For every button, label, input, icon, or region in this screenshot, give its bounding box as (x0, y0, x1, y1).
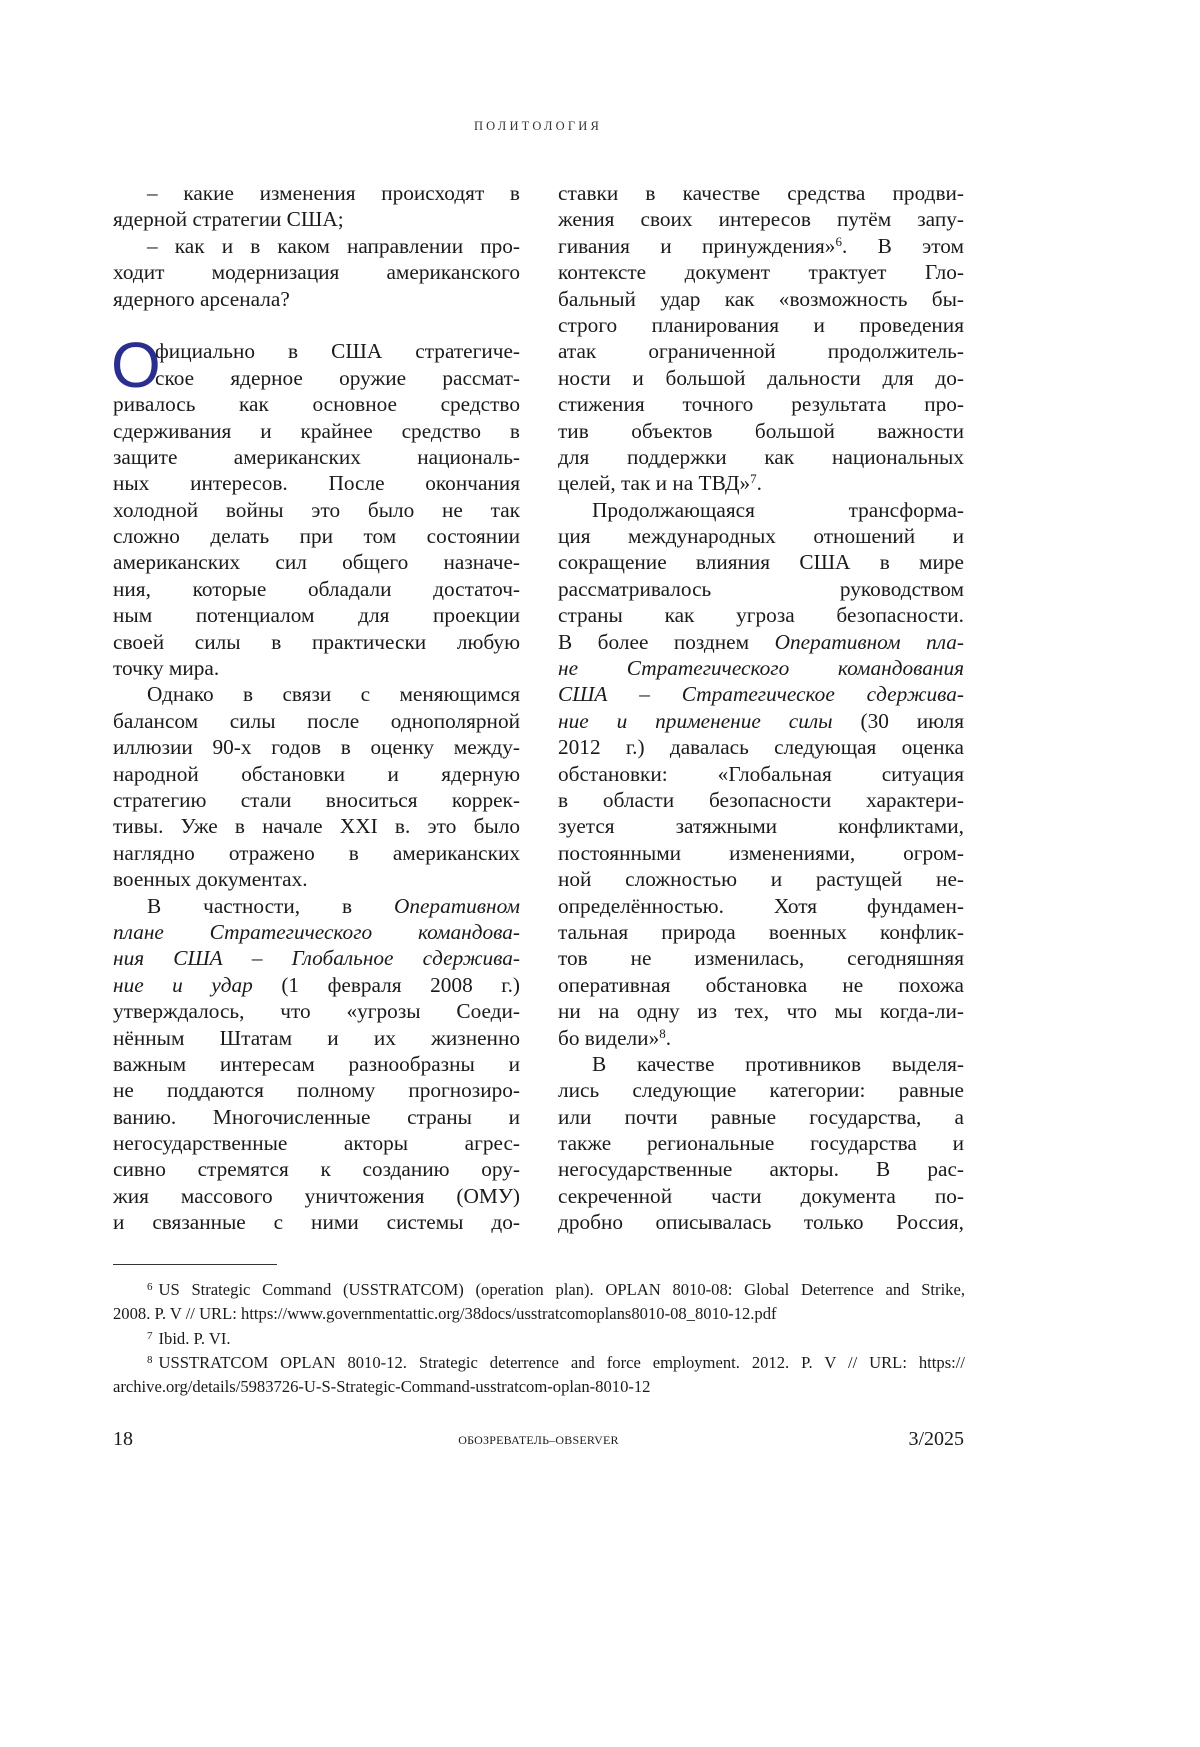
right-column (558, 180, 964, 1236)
text-line (558, 233, 964, 259)
text-segment: ности и большой дальности для до- (558, 366, 964, 390)
text-line (558, 734, 964, 760)
text-segment: и связанные с ними системы до- (113, 1210, 520, 1234)
text-segment: оперативная обстановка не похожа (558, 973, 964, 997)
footnote-text: USSTRATCOM OPLAN 8010-12. Strategic deterrence and force employment. 2012. P. V // URL: https:// (159, 1353, 966, 1372)
left-column (113, 180, 520, 1236)
text-segment: американских сил общего назначе- (113, 550, 520, 574)
footnote-number: 7 (147, 1330, 153, 1342)
text-segment: строго планирования и проведения (558, 313, 964, 337)
footnote-text: archive.org/details/5983726-U-S-Strategic-Command-usstratcom-oplan-8010-12 (113, 1377, 650, 1396)
text-line (113, 233, 520, 259)
text-line (558, 1130, 964, 1156)
text-line (113, 1209, 520, 1235)
text-segment: ной сложностью и растущей не- (558, 867, 964, 891)
text-segment: сдерживания и крайнее средство в (113, 419, 520, 443)
text-segment: ходит модернизация американского (113, 260, 520, 284)
text-line (113, 734, 520, 760)
text-line (558, 312, 964, 338)
text-line (558, 338, 964, 364)
text-line (558, 1156, 964, 1182)
text-line (558, 444, 964, 470)
footnote (113, 1351, 965, 1398)
text-line (558, 1051, 964, 1077)
text-line (113, 919, 520, 945)
text-line (558, 1104, 964, 1130)
text-segment: важным интересам разнообразны и (113, 1052, 520, 1076)
footnote-text: Ibid. P. VI. (159, 1329, 231, 1348)
footnote-reference: 7 (750, 471, 757, 486)
text-segment: также региональные государства и (558, 1131, 964, 1155)
text-segment: ванию. Многочисленные страны и (113, 1105, 520, 1129)
text-segment: В более позднем (558, 630, 775, 654)
text-line (558, 681, 964, 707)
italic-text: Оперативном (394, 894, 520, 918)
text-line (113, 998, 520, 1024)
text-segment: зуется затяжными конфликтами, (558, 814, 964, 838)
footnote-line (113, 1327, 965, 1351)
footnote-number: 8 (147, 1354, 153, 1366)
text-segment: сложно делать при том состоянии (113, 524, 520, 548)
text-segment: военных документах. (113, 867, 308, 891)
text-line (558, 893, 964, 919)
text-segment: ным потенциалом для проекции (113, 603, 520, 627)
text-line (558, 365, 964, 391)
footnote-number: 6 (147, 1281, 153, 1293)
text-line (558, 1209, 964, 1235)
text-segment: Продолжающаяся трансформа- (592, 498, 964, 522)
text-line (113, 286, 520, 312)
text-line (113, 1183, 520, 1209)
text-segment: тив объектов большой важности (558, 419, 964, 443)
text-segment: сивно стремятся к созданию ору- (113, 1157, 520, 1181)
text-segment: тивы. Уже в начале XXI в. это было (113, 814, 520, 838)
text-segment: негосударственные акторы агрес- (113, 1131, 520, 1155)
text-segment: холодной войны это было не так (113, 498, 520, 522)
text-segment: народной обстановки и ядерную (113, 762, 520, 786)
text-line (113, 312, 520, 338)
text-line (113, 497, 520, 523)
text-line (558, 206, 964, 232)
text-segment: (30 июля (833, 709, 964, 733)
text-segment: ядерной стратегии США; (113, 207, 344, 231)
text-line (558, 629, 964, 655)
footnote-line (113, 1302, 965, 1326)
text-line (113, 1025, 520, 1051)
footnote-text: 2008. P. V // URL: https://www.governmentattic.org/38docs/usstratcomoplans8010-08_8010-12.pdf (113, 1304, 777, 1323)
text-segment: ния, которые обладали достаточ- (113, 577, 520, 601)
footnote-divider (113, 1264, 277, 1265)
footnote-text: US Strategic Command (USSTRATCOM) (operation plan). OPLAN 8010-08: Global Deterrence and Strike, (159, 1280, 966, 1299)
italic-text: не Стратегического командования (558, 656, 964, 680)
text-segment: тальная природа военных конфлик- (558, 920, 964, 944)
text-segment: страны как угроза безопасности. (558, 603, 964, 627)
text-segment: ных интересов. После окончания (113, 471, 520, 495)
text-segment: тов не изменилась, сегодняшняя (558, 946, 964, 970)
text-line (113, 444, 520, 470)
text-segment: ядерного арсенала? (113, 287, 290, 311)
text-line (113, 655, 520, 681)
text-line (113, 681, 520, 707)
italic-text: США – Стратегическое сдержива- (558, 682, 964, 706)
page-footer (113, 1428, 964, 1454)
text-segment: ское ядерное оружие рассмат- (155, 366, 520, 390)
text-line (113, 206, 520, 232)
text-segment: Однако в связи с меняющимся (147, 682, 520, 706)
text-segment: иллюзии 90-х годов в оценку между- (113, 735, 520, 759)
text-line (113, 866, 520, 892)
text-segment: . (757, 471, 762, 495)
text-line (558, 945, 964, 971)
text-line (113, 787, 520, 813)
journal-name: ОБОЗРЕВАТЕЛЬ–OBSERVER (113, 1433, 964, 1448)
text-line (558, 602, 964, 628)
text-line (558, 708, 964, 734)
text-line (113, 1051, 520, 1077)
text-segment: ставки в качестве средства продви- (558, 181, 964, 205)
drop-cap: О (111, 336, 161, 394)
text-line (113, 1130, 520, 1156)
text-line (558, 972, 964, 998)
text-line (558, 549, 964, 575)
text-line (113, 549, 520, 575)
text-line (558, 391, 964, 417)
text-segment: стижения точного результата про- (558, 392, 964, 416)
text-line (113, 629, 520, 655)
text-line (558, 761, 964, 787)
text-line (113, 180, 520, 206)
issue-number: 3/2025 (908, 1428, 964, 1451)
text-line (558, 813, 964, 839)
text-segment: . (666, 1026, 671, 1050)
text-segment: В качестве противников выделя- (592, 1052, 964, 1076)
text-line (113, 972, 520, 998)
text-segment: жия массового уничтожения (ОМУ) (113, 1184, 520, 1208)
text-line (113, 418, 520, 444)
text-line (113, 1156, 520, 1182)
text-line (113, 523, 520, 549)
text-segment: лись следующие категории: равные (558, 1078, 964, 1102)
italic-text: ния США – Глобальное сдержива- (113, 946, 520, 970)
text-segment: 2012 г.) давалась следующая оценка (558, 735, 964, 759)
text-segment: бо видели» (558, 1026, 659, 1050)
text-line (558, 523, 964, 549)
text-segment: определённостью. Хотя фундамен- (558, 894, 964, 918)
text-line (113, 1077, 520, 1103)
text-segment: – какие изменения происходят в (147, 181, 520, 205)
running-head-section: ПОЛИТОЛОГИЯ (0, 119, 1076, 134)
page-number: 18 (113, 1428, 133, 1451)
text-line (558, 655, 964, 681)
text-line (558, 286, 964, 312)
text-segment: или почти равные государства, а (558, 1105, 964, 1129)
italic-text: ние и удар (113, 973, 253, 997)
text-segment: стратегию стали вноситься коррек- (113, 788, 520, 812)
text-line (113, 259, 520, 285)
footnote-reference: 8 (659, 1026, 666, 1041)
text-line (558, 866, 964, 892)
text-segment: ни на одну из тех, что мы когда-ли- (558, 999, 964, 1023)
text-line (113, 840, 520, 866)
text-segment: балансом силы после однополярной (113, 709, 520, 733)
text-line (113, 391, 520, 417)
text-line (558, 418, 964, 444)
footnote (113, 1327, 965, 1351)
text-segment: наглядно отражено в американских (113, 841, 520, 865)
text-segment: нённым Штатам и их жизненно (113, 1026, 520, 1050)
text-line (558, 1077, 964, 1103)
text-line (558, 470, 964, 496)
text-line (113, 813, 520, 839)
text-line (113, 470, 520, 496)
text-segment: жения своих интересов путём запу- (558, 207, 964, 231)
text-segment: гивания и принуждения» (558, 234, 835, 258)
text-segment: своей силы в практически любую (113, 630, 520, 654)
text-segment: рассматривалось руководством (558, 577, 964, 601)
text-segment: фициально в США стратегиче- (155, 339, 520, 363)
text-segment: контексте документ трактует Гло- (558, 260, 964, 284)
text-segment: бальный удар как «возможность бы- (558, 287, 964, 311)
text-line (113, 893, 520, 919)
text-line (113, 761, 520, 787)
footnote (113, 1278, 965, 1325)
text-line (558, 1183, 964, 1209)
text-segment: (1 февраля 2008 г.) (253, 973, 520, 997)
text-segment: в области безопасности характери- (558, 788, 964, 812)
footnote-line (113, 1351, 965, 1375)
text-segment: сокращение влияния США в мире (558, 550, 964, 574)
text-segment: точку мира. (113, 656, 219, 680)
italic-text: ние и применение силы (558, 709, 833, 733)
text-segment: негосударственные акторы. В рас- (558, 1157, 964, 1181)
footnote-line (113, 1278, 965, 1302)
text-segment: дробно описывалась только Россия, (558, 1210, 964, 1234)
text-segment: . В этом (842, 234, 964, 258)
text-line (113, 708, 520, 734)
text-segment: целей, так и на ТВД» (558, 471, 750, 495)
text-line (113, 1104, 520, 1130)
text-segment: постоянными изменениями, огром- (558, 841, 964, 865)
text-segment: для поддержки как национальных (558, 445, 964, 469)
italic-text: плане Стратегического командова- (113, 920, 520, 944)
text-line (113, 338, 520, 364)
text-segment: секреченной части документа по- (558, 1184, 964, 1208)
italic-text: Оперативном пла- (775, 630, 964, 654)
text-line (558, 180, 964, 206)
text-line (113, 602, 520, 628)
text-line (558, 576, 964, 602)
text-segment: защите американских националь- (113, 445, 520, 469)
text-line (558, 1025, 964, 1051)
footnote-line (113, 1375, 965, 1399)
text-segment: утверждалось, что «угрозы Соеди- (113, 999, 520, 1023)
text-line (558, 259, 964, 285)
text-segment: не поддаются полному прогнозиро- (113, 1078, 520, 1102)
text-line (558, 998, 964, 1024)
text-line (558, 787, 964, 813)
text-segment: ривалось как основное средство (113, 392, 520, 416)
text-segment: атак ограниченной продолжитель- (558, 339, 964, 363)
text-segment: – как и в каком направлении про- (147, 234, 520, 258)
text-line (113, 365, 520, 391)
text-line (558, 840, 964, 866)
text-segment: обстановки: «Глобальная ситуация (558, 762, 964, 786)
text-line (113, 576, 520, 602)
text-segment: ция международных отношений и (558, 524, 964, 548)
text-segment: В частности, в (147, 894, 394, 918)
text-line (558, 497, 964, 523)
footnote-reference: 6 (835, 234, 842, 249)
text-line (113, 945, 520, 971)
text-line (558, 919, 964, 945)
